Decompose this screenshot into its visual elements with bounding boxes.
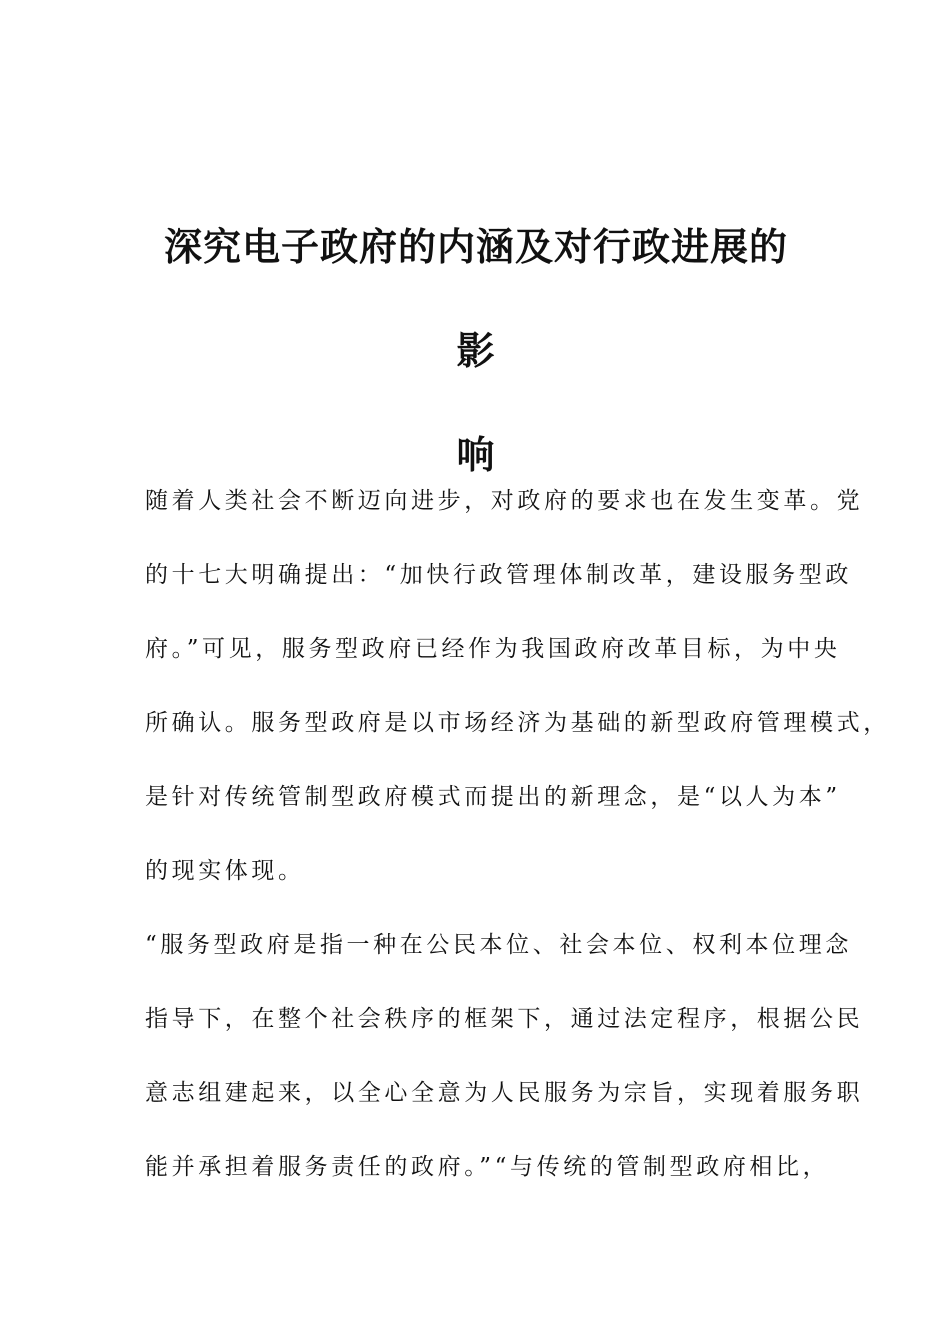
text-line: 所确认。服务型政府是以市场经济为基础的新型政府管理模式， [145, 710, 890, 736]
text-line: “服务型政府是指一种在公民本位、社会本位、权利本位理念 [145, 932, 852, 958]
paragraph-1 [145, 464, 890, 908]
title-line-1: 深究电子政府的内涵及对行政进展的影 [163, 225, 788, 373]
document-body [145, 464, 890, 1204]
text-line: 的十七大明确提出：“加快行政管理体制改革，建设服务型政 [145, 562, 852, 588]
title-line-2: 响 [456, 433, 496, 477]
document-title [146, 195, 806, 507]
text-line: 能并承担着服务责任的政府。”“与传统的管制型政府相比， [145, 1154, 830, 1180]
paragraph-2 [145, 908, 864, 1204]
text-line: 意志组建起来，以全心全意为人民服务为宗旨，实现着服务职 [145, 1080, 864, 1106]
text-line: 是针对传统管制型政府模式而提出的新理念，是“以人为本” [145, 784, 841, 810]
text-line: 随着人类社会不断迈向进步，对政府的要求也在发生变革。党 [145, 488, 864, 514]
text-line: 府。”可见，服务型政府已经作为我国政府改革目标，为中央 [145, 636, 841, 662]
text-line: 的现实体现。 [145, 858, 305, 884]
text-line: 指导下，在整个社会秩序的框架下，通过法定程序，根据公民 [145, 1006, 864, 1032]
